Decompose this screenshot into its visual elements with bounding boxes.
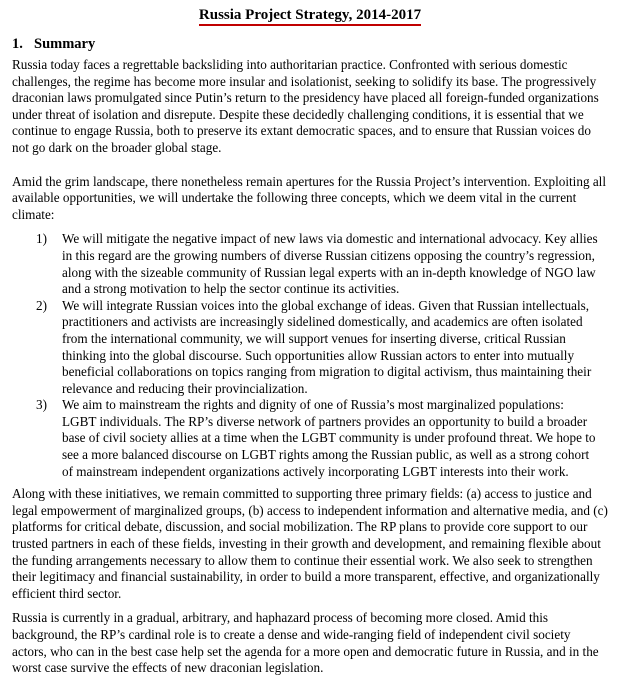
list-item xyxy=(36,298,598,398)
paragraph-fields: Along with these initiatives, we remain committed to supporting three primary fields: (a) access to justice and legal empowerment of marginalized groups, (b) access to independent information and alternative media, and (c) platforms for critical debate, discussion, and social mobilization. The RP plans to provide core support to our trusted partners in each of these fields, investing in their growth and development, and remaining flexible about the funding arrangements necessary to allow them to continue their essential work. We also seek to strengthen their legitimacy and financial sustainability, in order to build a more transparent, effective, and organizationally efficient third sector. xyxy=(12,486,608,601)
list-item xyxy=(36,231,598,297)
document-title: Russia Project Strategy, 2014-2017 xyxy=(199,6,421,26)
section-title: Summary xyxy=(34,36,96,52)
section-number: 1. xyxy=(12,36,23,52)
list-marker: 2) xyxy=(36,297,47,313)
list-marker: 1) xyxy=(36,231,47,247)
title-container xyxy=(12,0,608,28)
list-item-text: We will integrate Russian voices into the global exchange of ideas. Given that Russian intellectuals, practitioners and activists are increasingly sidelined domestically, and academics are often isolated from the international community, we will support venues for inserting diverse, critical Russian thinking into the global discourse. Such opportunities allow Russian actors to enter into mutually beneficial collaborations on topics ranging from migration to digital activism, thus maintaining their relevance and reducing their provincialization. xyxy=(62,297,592,396)
list-marker: 3) xyxy=(36,397,47,413)
section-heading xyxy=(12,35,608,53)
list-item-text: We aim to mainstream the rights and dignity of one of Russia’s most marginalized populations: LGBT individuals. The RP’s diverse network of partners provides an opportunity to build a broader base of civil society allies at a time when the LGBT community is under profound threat. We hope to see a more balanced discourse on LGBT rights among the Russian public, as well as a strong cohort of mainstream independent organizations actively incorporating LGBT interests into their work. xyxy=(62,397,596,479)
paragraph-intro: Russia today faces a regrettable backsliding into authoritarian practice. Confronted with serious domestic challenges, the regime has become more insular and isolationist, seeking to solidify its base. The progressively draconian laws promulgated since Putin’s return to the presidency have placed all foreign-funded organizations under threat of isolation and disrepute. Despite these decidedly challenging conditions, it is essential that we continue to engage Russia, both to preserve its extant democratic spaces, and to ensure that Russian voices do not go dark on the broader global stage. xyxy=(12,57,599,155)
concepts-list xyxy=(12,231,608,480)
list-item-text: We will mitigate the negative impact of new laws via domestic and international advocacy. Key allies in this regard are the growing numbers of diverse Russian citizens opposing the country’s regression, along with the sizeable community of Russian legal experts with an in-depth knowledge of NGO law and a strong motivation to help the sector continue its activities. xyxy=(62,231,598,297)
list-item xyxy=(36,397,598,480)
paragraph-apertures: Amid the grim landscape, there nonetheless remain apertures for the Russia Project’s intervention. Exploiting all available opportunities, we will undertake the following three concepts, which we deem vital in the current climate: xyxy=(12,173,607,222)
paragraph-conclusion: Russia is currently in a gradual, arbitrary, and haphazard process of becoming more closed. Amid this background, the RP’s cardinal role is to create a dense and wide-ranging field of independent civil society actors, who can in the best case help set the agenda for a more open and democratic future in Russia, and in the worst case survive the effects of new draconian legislation. xyxy=(12,610,599,676)
